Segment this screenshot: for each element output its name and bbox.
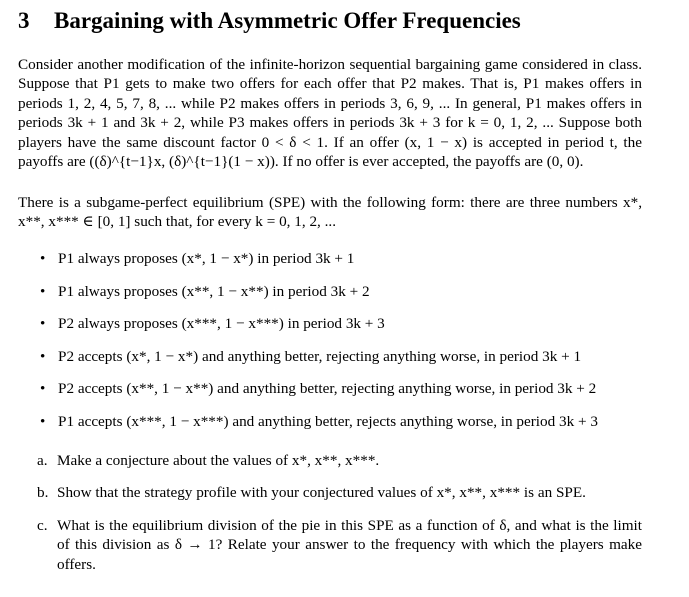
question-label: a. [37, 452, 48, 469]
bullet-icon: • [40, 282, 46, 300]
question-text: Show that the strategy profile with your conjectured values of x*, x**, x*** is an SPE. [57, 484, 586, 502]
question-item [0, 451, 689, 470]
strategy-list [0, 243, 689, 439]
section-title: Bargaining with Asymmetric Offer Frequencies [54, 8, 521, 33]
bullet-icon: • [40, 380, 46, 398]
spe-description-paragraph: There is a subgame-perfect equilibrium (SPE) with the following form: there are three numbers x*, x**, x*** ∈ [0, 1] such that, for every k = 0, 1, 2, ... [18, 194, 642, 231]
strategy-text: P1 accepts (x***, 1 − x***) and anything better, rejects anything worse, in period 3k + 3 [58, 412, 598, 430]
bullet-icon: • [40, 250, 46, 267]
section-number: 3 [18, 8, 30, 33]
question-label: c. [37, 516, 48, 534]
list-item [0, 308, 689, 341]
list-item [0, 373, 689, 406]
question-item [0, 516, 689, 574]
question-text: Make a conjecture about the values of x*, x**, x***. [57, 452, 380, 469]
list-item [0, 243, 689, 276]
bullet-icon: • [40, 347, 46, 365]
list-item [0, 406, 689, 439]
strategy-text: P1 always proposes (x*, 1 − x*) in period 3k + 1 [58, 250, 355, 267]
question-list [0, 451, 689, 587]
question-label: b. [37, 484, 49, 502]
strategy-text: P2 accepts (x*, 1 − x*) and anything better, rejecting anything worse, in period 3k + 1 [58, 347, 582, 365]
list-item [0, 276, 689, 309]
strategy-text: P2 accepts (x**, 1 − x**) and anything better, rejecting anything worse, in period 3k + 2 [58, 380, 597, 398]
bullet-icon: • [40, 412, 46, 430]
section-heading [18, 8, 521, 34]
strategy-text: P2 always proposes (x***, 1 − x***) in period 3k + 3 [58, 315, 385, 333]
strategy-text: P1 always proposes (x**, 1 − x**) in period 3k + 2 [58, 282, 370, 300]
list-item [0, 341, 689, 374]
question-text: What is the equilibrium division of the pie in this SPE as a function of δ, and what is the limit of this division as δ → 1? Relate your answer to the frequency with which the players make offers. [57, 516, 642, 573]
bullet-icon: • [40, 315, 46, 333]
question-item [0, 483, 689, 502]
problem-intro-paragraph: Consider another modification of the infinite-horizon sequential bargaining game considered in class. Suppose that P1 gets to make two offers for each offer that P2 makes. That is, P1 makes offers in periods 1, 2, 4, 5, 7, 8, ... while P2 makes offers in periods 3, 6, 9, ... In general, P1 makes offers in periods 3k + 1 and 3k + 2, while P3 makes offers in periods 3k + 3 for k = 0, 1, 2, ... Suppose both players have the same discount factor 0 < δ < 1. If an offer (x, 1 − x) is accepted in period t, the payoffs are ((δ)^{t−1}x, (δ)^{t−1}(1 − x)). If no offer is ever accepted, the payoffs are (0, 0). [18, 56, 642, 171]
